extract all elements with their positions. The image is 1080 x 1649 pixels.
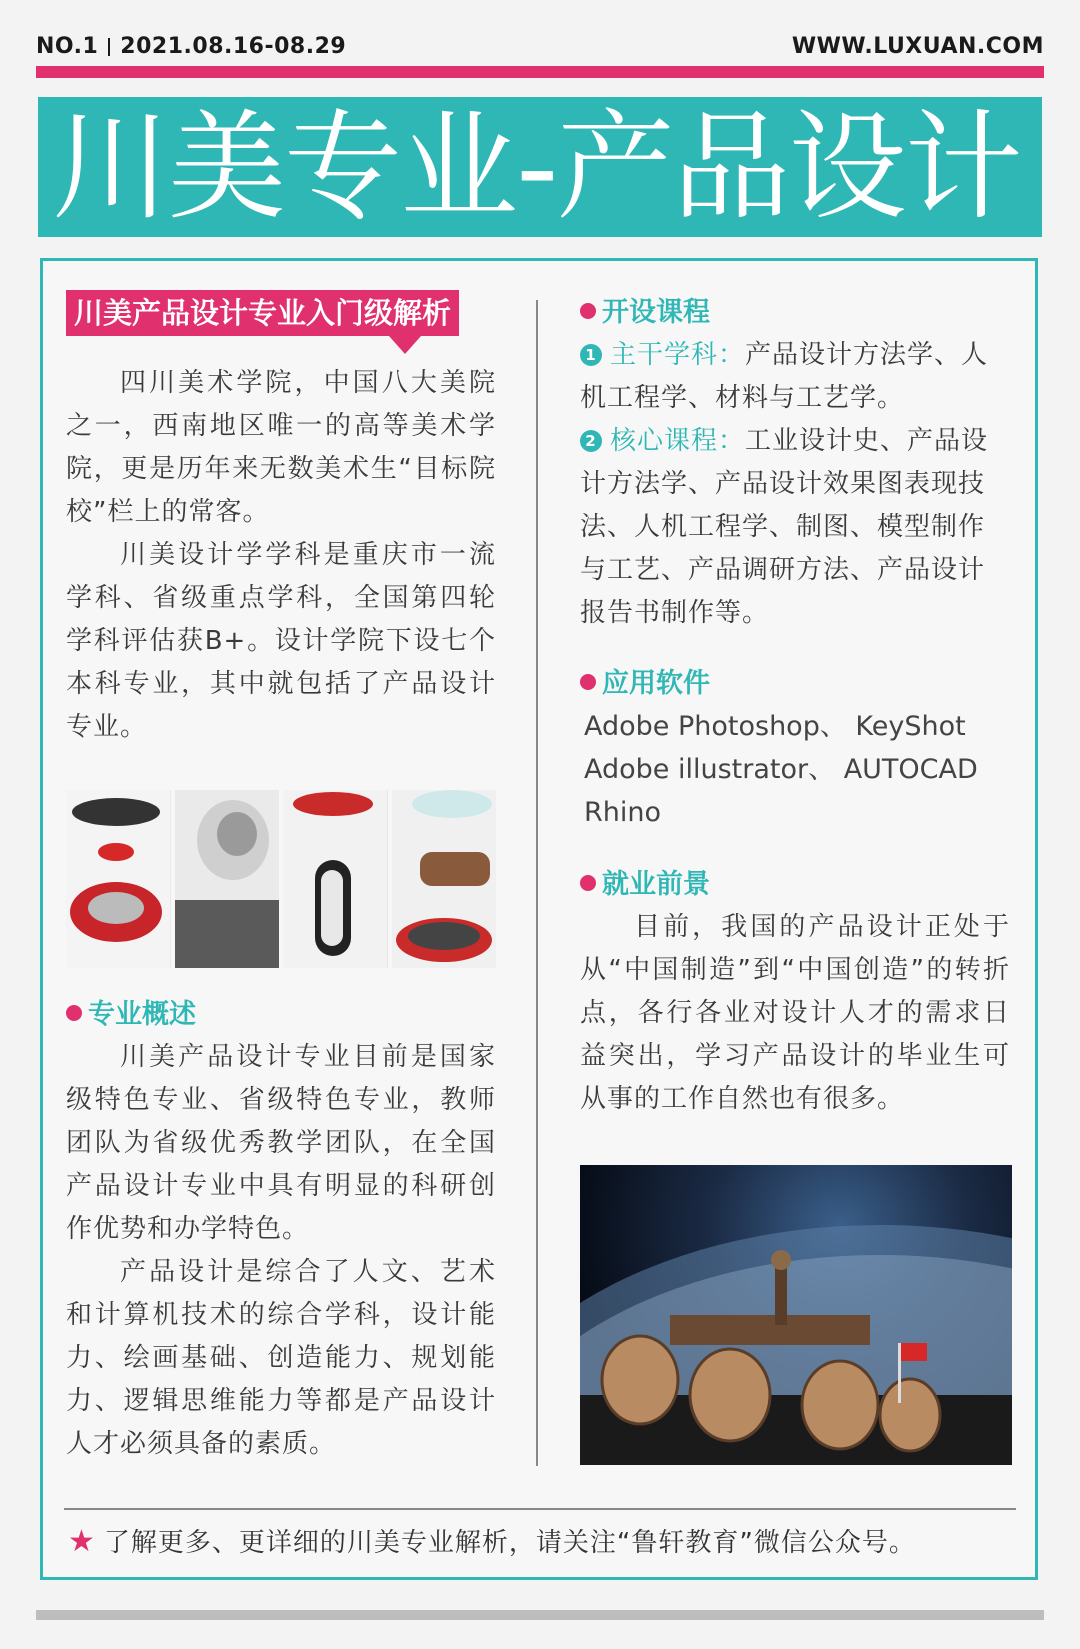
overview-paragraph: 产品设计是综合了人文、艺术和计算机技术的综合学科，设计能力、绘画基础、创造能力、规划能力、逻辑思维能力等都是产品设计人才必须具备的素质。 [66,1257,496,1459]
footer-rule [64,1508,1016,1510]
number-badge-icon: 2 [580,430,602,452]
section-heading-label: 专业概述 [88,999,196,1030]
footer-note [68,1520,916,1565]
top-bar [36,30,1044,62]
issue-info [36,34,346,59]
bottom-rule [36,1610,1044,1620]
intro-paragraph: 四川美术学院，中国八大美院之一，西南地区唯一的高等美术学院，更是历年来无数美术生“目标院校”栏上的常客。 [66,368,496,527]
course-text: 产品设计方法学、人机工程学、材料与工艺学。 [580,340,989,413]
overview-paragraph: 川美产品设计专业目前是国家级特色专业、省级特色专业，教师团队为省级优秀教学团队，在全国产品设计专业中具有明显的科研创作优势和办学特色。 [66,1042,496,1244]
product-image [175,790,280,968]
left-column [66,290,496,749]
footer-text: 了解更多、更详细的川美专业解析，请关注“鲁轩教育”微信公众号。 [103,1528,916,1558]
software-line: Adobe Photoshop、 KeyShot [584,711,966,742]
column-divider [536,300,538,1466]
course-item [580,334,1010,420]
separator [108,38,110,56]
intro-paragraph: 川美设计学学科是重庆市一流学科、省级重点学科，全国第四轮学科评估获B+。设计学院下设七个本科专业，其中就包括了产品设计专业。 [66,540,496,742]
career-paragraph: 目前，我国的产品设计正处于从“中国制造”到“中国创造”的转折点，各行各业对设计人才的需求日益突出，学习产品设计的毕业生可从事的工作自然也有很多。 [580,912,1010,1114]
product-image [66,790,171,968]
course-label: 主干学科： [610,340,746,370]
issue-date: 2021.08.16-08.29 [120,34,347,59]
product-image [392,790,497,968]
header-rule [36,66,1044,78]
issue-number: NO.1 [36,34,99,59]
title-banner [38,97,1042,237]
course-text: 工业设计史、产品设计方法学、产品设计效果图表现技法、人机工程学、制图、模型制作与工艺、产品调研方法、产品设计报告书制作等。 [580,426,989,628]
course-label: 核心课程： [610,426,746,456]
right-column [580,292,1010,1121]
bullet-dot-icon [66,1005,82,1021]
bullet-dot-icon [580,303,596,319]
page-title: 川美专业-产品设计 [52,98,1021,236]
overview-section [66,994,496,1466]
section-heading [580,864,1010,906]
product-image-collage [66,790,496,968]
software-line: Rhino [584,797,662,828]
section-heading [580,292,1010,334]
software-line: Adobe illustrator、 AUTOCAD [584,754,978,785]
product-image [283,790,388,968]
bullet-dot-icon [580,875,596,891]
section-heading-label: 开设课程 [602,297,710,328]
section-tag-label: 川美产品设计专业入门级解析 [74,296,452,330]
section-heading [580,663,1010,705]
section-tag [66,290,459,336]
section-heading [66,994,496,1036]
section-heading-label: 就业前景 [602,869,710,900]
tag-pointer [389,336,421,354]
course-item [580,420,1010,635]
bullet-dot-icon [580,674,596,690]
website-link[interactable]: WWW.LUXUAN.COM [791,34,1044,59]
lunar-rover-image [580,1165,1012,1465]
number-badge-icon: 1 [580,344,602,366]
star-icon: ★ [68,1524,96,1559]
section-heading-label: 应用软件 [602,668,710,699]
